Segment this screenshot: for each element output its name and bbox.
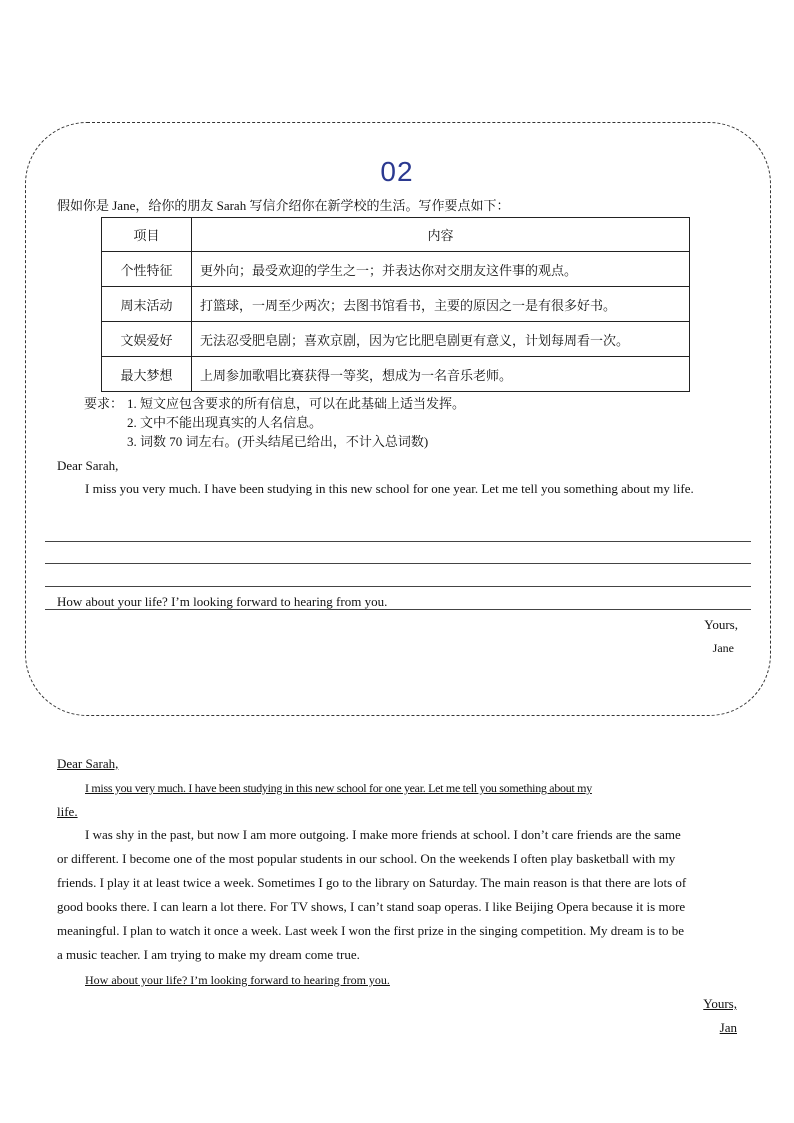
table-header-row: [102, 218, 690, 252]
answer-body-line: good books there. I can learn a lot there. For TV shows, I can’t stand soap operas. I like Beijing Opera because it is more: [57, 899, 686, 914]
answer-body: [57, 823, 741, 967]
answer-body-line: I was shy in the past, but now I am more outgoing. I make more friends at school. I don’t care friends are the same: [85, 827, 681, 842]
table-row: [102, 357, 690, 392]
table-cell-item: 最大梦想: [102, 357, 192, 392]
requirement-item: 3. 词数 70 词左右。(开头结尾已给出，不计入总词数): [127, 434, 429, 449]
writing-points-table: [101, 217, 690, 392]
table-row: [102, 322, 690, 357]
answer-body-line: or different. I become one of the most popular students in our school. On the weekends I often play basketball with my: [57, 851, 676, 866]
writing-line: [45, 609, 751, 610]
answer-greeting: Dear Sarah,: [57, 756, 119, 771]
table-header-item: 项目: [102, 218, 192, 252]
writing-line: [45, 563, 751, 564]
table-cell-content: 无法忍受肥皂剧；喜欢京剧，因为它比肥皂剧更有意义，计划每周看一次。: [192, 322, 690, 357]
task-greeting: Dear Sarah,: [57, 458, 119, 473]
writing-line: [45, 541, 751, 542]
requirements-label: 要求：: [84, 396, 124, 411]
task-signoff: Yours,: [704, 617, 738, 632]
table-cell-item: 周末活动: [102, 287, 192, 322]
answer-body-line: a music teacher. I am trying to make my dream come true.: [57, 947, 360, 962]
table-row: [102, 252, 690, 287]
table-cell-item: 个性特征: [102, 252, 192, 287]
task-signature: Jane: [712, 641, 734, 655]
task-prompt: 假如你是 Jane，给你的朋友 Sarah 写信介绍你在新学校的生活。写作要点如下：: [57, 198, 510, 213]
table-cell-item: 文娱爱好: [102, 322, 192, 357]
answer-opening-line1: I miss you very much. I have been studying in this new school for one year. Let me tell you something about my: [85, 781, 592, 795]
requirement-item: 1. 短文应包含要求的所有信息，可以在此基础上适当发挥。: [127, 396, 466, 411]
answer-closing: How about your life? I’m looking forward to hearing from you.: [85, 973, 390, 987]
requirement-item: 2. 文中不能出现真实的人名信息。: [127, 415, 323, 430]
task-opening: I miss you very much. I have been studying in this new school for one year. Let me tell you something about my life.: [85, 481, 694, 496]
table-row: [102, 287, 690, 322]
answer-body-line: meaningful. I plan to watch it once a week. Last week I won the first prize in the singing competition. My dream is to be: [57, 923, 685, 938]
writing-line: [45, 586, 751, 587]
table-cell-content: 上周参加歌唱比赛获得一等奖，想成为一名音乐老师。: [192, 357, 690, 392]
answer-opening-line2: life.: [57, 804, 78, 819]
table-header-content: 内容: [192, 218, 690, 252]
answer-signoff: Yours,: [703, 996, 737, 1011]
answer-body-line: friends. I play it at least twice a week. Sometimes I go to the library on Saturday. The main reason is that there are lots of: [57, 875, 687, 890]
table-cell-content: 更外向；最受欢迎的学生之一；并表达你对交朋友这件事的观点。: [192, 252, 690, 287]
task-closing: How about your life? I’m looking forward to hearing from you.: [57, 594, 388, 609]
table-cell-content: 打篮球，一周至少两次；去图书馆看书，主要的原因之一是有很多好书。: [192, 287, 690, 322]
question-number: 02: [380, 156, 414, 187]
answer-signature: Jan: [719, 1020, 737, 1035]
